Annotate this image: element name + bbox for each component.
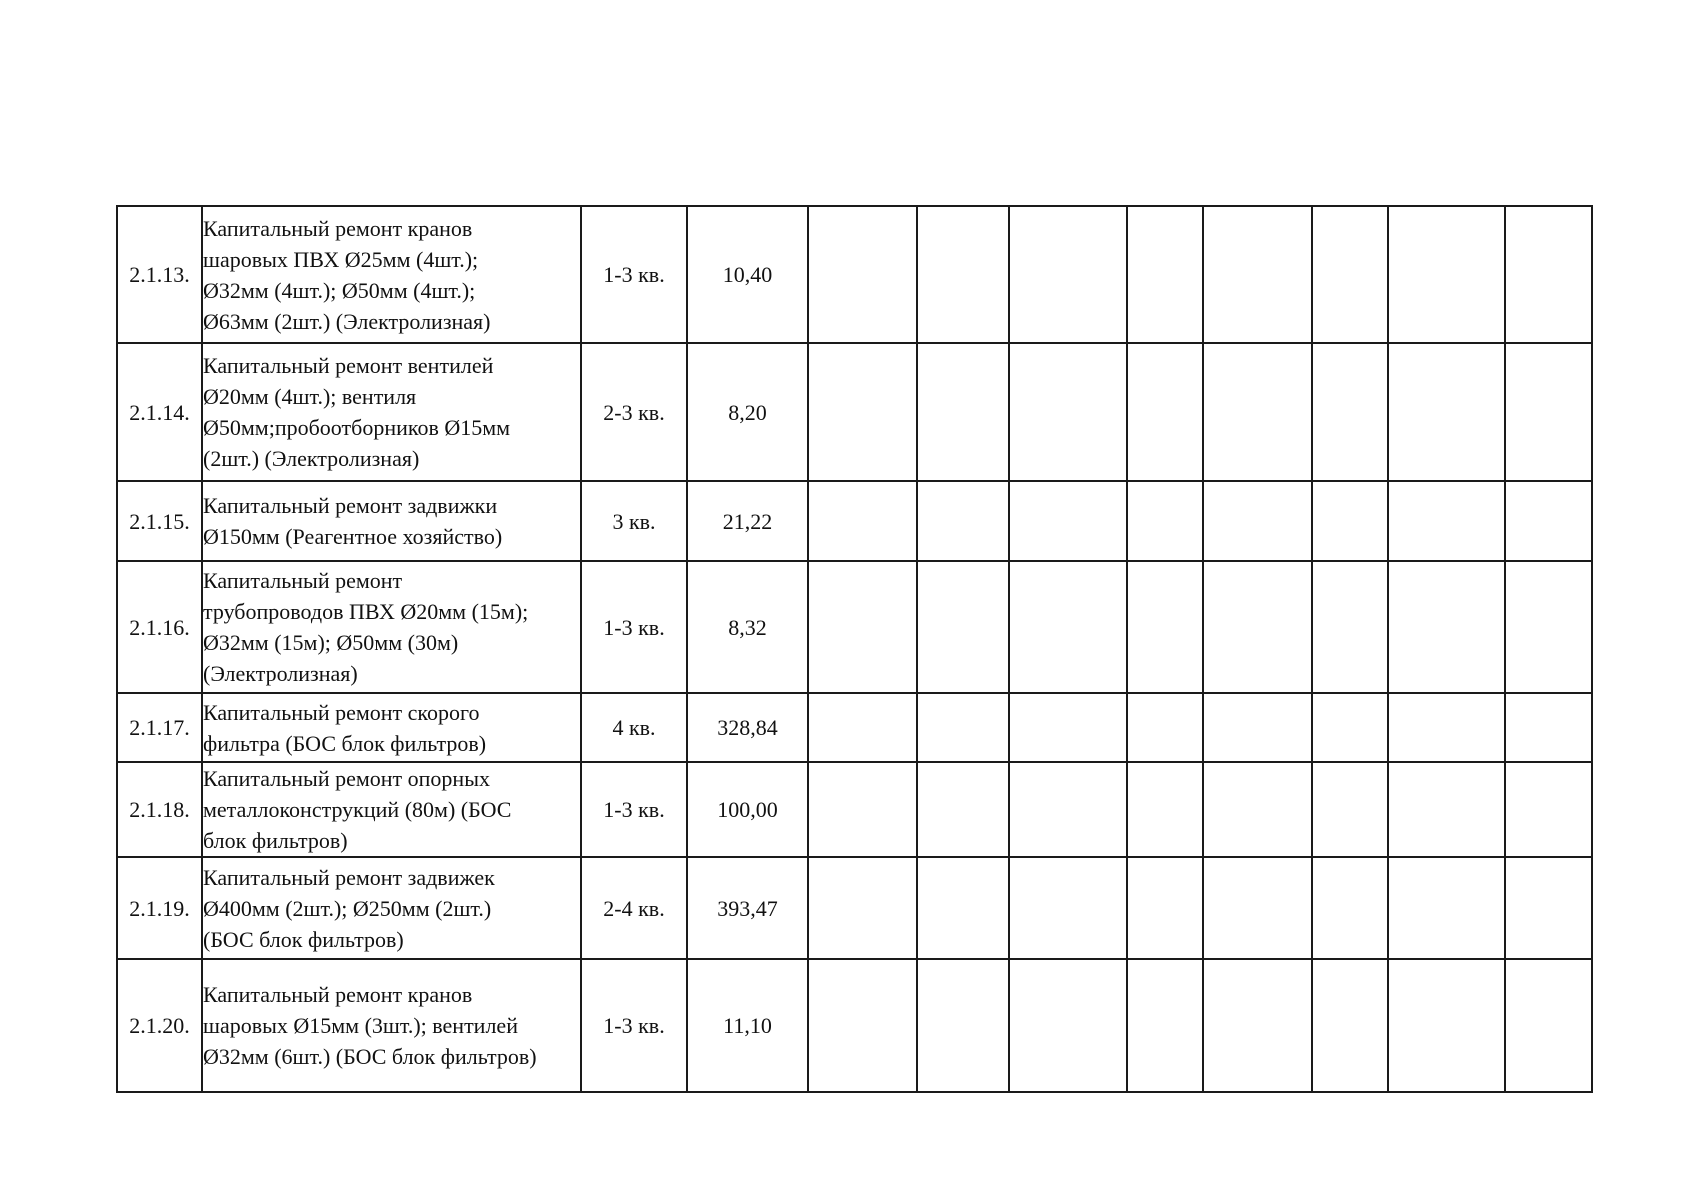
- empty-cell: [1009, 481, 1127, 561]
- description-line: Капитальный ремонт кранов: [203, 982, 473, 1007]
- work-period: 1-3 кв.: [581, 206, 687, 343]
- empty-cell: [1505, 561, 1592, 693]
- table-body: [117, 206, 1592, 1092]
- empty-cell: [917, 481, 1009, 561]
- empty-cell: [1388, 959, 1505, 1092]
- empty-cell: [1009, 693, 1127, 762]
- description-line: Ø32мм (4шт.); Ø50мм (4шт.);: [203, 277, 476, 303]
- work-amount: 8,32: [687, 561, 808, 693]
- empty-cell: [1505, 481, 1592, 561]
- empty-cell: [1203, 762, 1312, 857]
- work-description: [202, 206, 581, 343]
- description-line: Ø50мм;пробоотборников Ø15мм: [203, 415, 511, 440]
- work-period: 1-3 кв.: [581, 959, 687, 1092]
- description-line: Ø400мм (2шт.); Ø250мм (2шт.): [203, 895, 492, 921]
- empty-cell: [1312, 206, 1388, 343]
- row-number: 2.1.13.: [117, 206, 202, 343]
- description-line: Капитальный ремонт задвижки: [203, 493, 498, 518]
- empty-cell: [1388, 693, 1505, 762]
- empty-cell: [1127, 343, 1203, 481]
- empty-cell: [917, 857, 1009, 959]
- work-amount: 8,20: [687, 343, 808, 481]
- table-row: [117, 857, 1592, 959]
- description-line: Капитальный ремонт скорого: [203, 699, 480, 725]
- empty-cell: [1203, 857, 1312, 959]
- description-line: (2шт.) (Электролизная): [203, 446, 420, 471]
- empty-cell: [1312, 762, 1388, 857]
- empty-cell: [808, 343, 917, 481]
- work-amount: 10,40: [687, 206, 808, 343]
- table-row: [117, 343, 1592, 481]
- table-row: [117, 693, 1592, 762]
- table-row: [117, 959, 1592, 1092]
- work-period: 1-3 кв.: [581, 762, 687, 857]
- work-description: [202, 343, 581, 481]
- table-row: [117, 206, 1592, 343]
- row-number: 2.1.16.: [117, 561, 202, 693]
- work-period: 2-3 кв.: [581, 343, 687, 481]
- empty-cell: [1388, 481, 1505, 561]
- empty-cell: [808, 206, 917, 343]
- works-table: [116, 205, 1593, 1093]
- row-number: 2.1.19.: [117, 857, 202, 959]
- empty-cell: [1312, 343, 1388, 481]
- row-number: 2.1.17.: [117, 693, 202, 762]
- empty-cell: [917, 762, 1009, 857]
- empty-cell: [1127, 206, 1203, 343]
- empty-cell: [808, 959, 917, 1092]
- empty-cell: [1009, 762, 1127, 857]
- empty-cell: [1009, 857, 1127, 959]
- description-line: шаровых ПВХ Ø25мм (4шт.);: [203, 246, 479, 272]
- empty-cell: [1203, 693, 1312, 762]
- work-amount: 11,10: [687, 959, 808, 1092]
- description-line: металлоконструкций (80м) (БОС: [203, 797, 512, 822]
- work-description: [202, 762, 581, 857]
- empty-cell: [1312, 481, 1388, 561]
- empty-cell: [1312, 959, 1388, 1092]
- empty-cell: [1127, 959, 1203, 1092]
- empty-cell: [1009, 206, 1127, 343]
- work-description: [202, 561, 581, 693]
- description-line: Ø32мм (6шт.) (БОС блок фильтров): [203, 1044, 537, 1069]
- empty-cell: [1312, 561, 1388, 693]
- empty-cell: [1203, 481, 1312, 561]
- description-line: Капитальный ремонт вентилей: [203, 353, 494, 378]
- work-amount: 21,22: [687, 481, 808, 561]
- empty-cell: [917, 561, 1009, 693]
- empty-cell: [1505, 693, 1592, 762]
- empty-cell: [1127, 481, 1203, 561]
- description-line: Ø150мм (Реагентное хозяйство): [203, 524, 503, 549]
- work-period: 2-4 кв.: [581, 857, 687, 959]
- empty-cell: [1009, 561, 1127, 693]
- work-period: 1-3 кв.: [581, 561, 687, 693]
- empty-cell: [808, 762, 917, 857]
- empty-cell: [808, 481, 917, 561]
- empty-cell: [1009, 959, 1127, 1092]
- description-line: трубопроводов ПВХ Ø20мм (15м);: [203, 599, 529, 624]
- work-amount: 100,00: [687, 762, 808, 857]
- empty-cell: [1388, 561, 1505, 693]
- description-line: Ø32мм (15м); Ø50мм (30м): [203, 630, 459, 655]
- empty-cell: [808, 561, 917, 693]
- empty-cell: [1203, 561, 1312, 693]
- empty-cell: [1505, 206, 1592, 343]
- table-row: [117, 481, 1592, 561]
- empty-cell: [1203, 959, 1312, 1092]
- row-number: 2.1.18.: [117, 762, 202, 857]
- table-row: [117, 561, 1592, 693]
- empty-cell: [1388, 857, 1505, 959]
- work-description: [202, 693, 581, 762]
- empty-cell: [1203, 206, 1312, 343]
- description-line: Капитальный ремонт опорных: [203, 766, 490, 791]
- empty-cell: [1388, 206, 1505, 343]
- empty-cell: [1127, 762, 1203, 857]
- description-line: Капитальный ремонт задвижек: [203, 864, 495, 890]
- empty-cell: [1127, 693, 1203, 762]
- work-amount: 393,47: [687, 857, 808, 959]
- empty-cell: [1505, 343, 1592, 481]
- empty-cell: [808, 857, 917, 959]
- empty-cell: [1505, 762, 1592, 857]
- row-number: 2.1.15.: [117, 481, 202, 561]
- description-line: (БОС блок фильтров): [203, 926, 404, 952]
- work-description: [202, 857, 581, 959]
- empty-cell: [1505, 857, 1592, 959]
- description-line: Ø20мм (4шт.); вентиля: [203, 384, 417, 409]
- empty-cell: [1127, 561, 1203, 693]
- table-row: [117, 762, 1592, 857]
- description-line: блок фильтров): [203, 828, 348, 853]
- description-line: Капитальный ремонт: [203, 568, 403, 593]
- empty-cell: [917, 693, 1009, 762]
- work-description: [202, 959, 581, 1092]
- empty-cell: [917, 343, 1009, 481]
- empty-cell: [808, 693, 917, 762]
- description-line: Ø63мм (2шт.) (Электролизная): [203, 308, 491, 334]
- empty-cell: [1009, 343, 1127, 481]
- empty-cell: [917, 206, 1009, 343]
- empty-cell: [1312, 857, 1388, 959]
- empty-cell: [1388, 343, 1505, 481]
- empty-cell: [1127, 857, 1203, 959]
- description-line: фильтра (БОС блок фильтров): [203, 730, 487, 756]
- empty-cell: [1388, 762, 1505, 857]
- description-line: шаровых Ø15мм (3шт.); вентилей: [203, 1013, 518, 1038]
- empty-cell: [1505, 959, 1592, 1092]
- work-description: [202, 481, 581, 561]
- description-line: (Электролизная): [203, 661, 358, 686]
- empty-cell: [1312, 693, 1388, 762]
- work-period: 4 кв.: [581, 693, 687, 762]
- empty-cell: [1203, 343, 1312, 481]
- description-line: Капитальный ремонт кранов: [203, 215, 473, 241]
- empty-cell: [917, 959, 1009, 1092]
- row-number: 2.1.20.: [117, 959, 202, 1092]
- row-number: 2.1.14.: [117, 343, 202, 481]
- work-period: 3 кв.: [581, 481, 687, 561]
- work-amount: 328,84: [687, 693, 808, 762]
